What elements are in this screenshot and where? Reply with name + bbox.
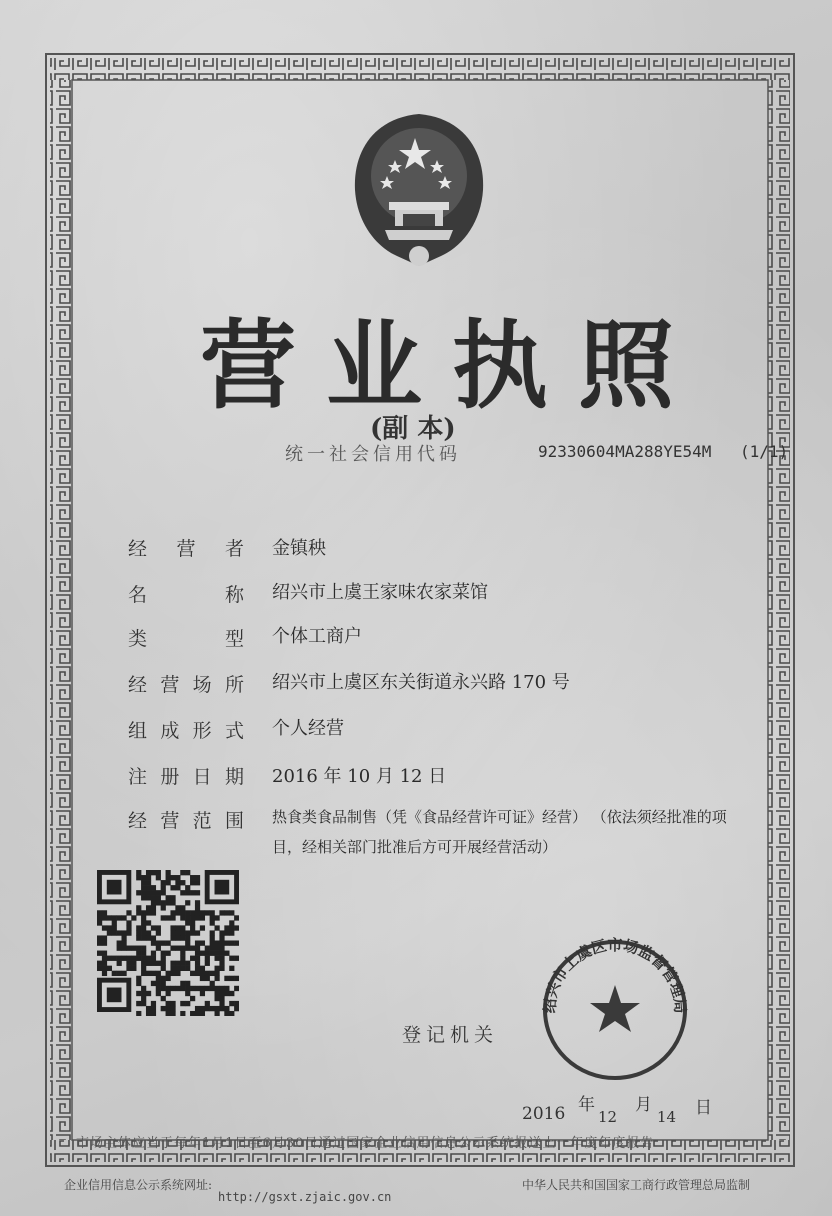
premises-value: 绍兴市上虞区东关街道永兴路 170 号 [272, 672, 570, 693]
type-label: 类型 [128, 628, 244, 650]
document-title: 营业执照 [200, 309, 704, 422]
page-indicator: (1/1) [740, 442, 789, 461]
operator-value: 金镇秧 [272, 538, 326, 559]
business-scope-label: 经营范围 [128, 810, 244, 832]
annual-report-notice: 市场主体应当于每年1月1日至6月30日通过国家企业信用信息公示系统报送上一年度年度报告 [76, 1136, 655, 1151]
footer-website-label: 企业信用信息公示系统网址: [64, 1178, 213, 1192]
registration-date-label: 注册日期 [128, 766, 244, 788]
national-emblem-icon [345, 110, 493, 272]
issue-day: 14 [657, 1108, 677, 1126]
name-value: 绍兴市上虞王家味农家菜馆 [272, 582, 488, 603]
document-subtitle: (副 本) [370, 414, 456, 444]
issue-year: 2016 [522, 1104, 566, 1124]
qr-code-icon [97, 870, 239, 1016]
issue-month: 12 [598, 1108, 618, 1126]
composition-value: 个人经营 [272, 718, 344, 739]
official-seal-icon [530, 925, 700, 1085]
type-value: 个体工商户 [272, 626, 362, 647]
business-scope-value: 热食类食品制售（凭《食品经营许可证》经营） （依法须经批准的项目，经相关部门批准后方可开展经营活动） [272, 808, 727, 856]
operator-label: 经营者 [128, 538, 244, 560]
composition-label: 组成形式 [128, 720, 244, 742]
footer-website-url[interactable]: http://gsxt.zjaic.gov.cn [218, 1190, 392, 1204]
issue-day-unit: 日 [695, 1098, 712, 1118]
name-label: 名称 [128, 584, 244, 606]
registration-date-value: 2016 年 10 月 12 日 [272, 766, 447, 787]
registration-authority-label: 登记机关 [402, 1024, 499, 1046]
footer-supervisor-label: 中华人民共和国国家工商行政管理总局监制 [522, 1178, 751, 1192]
seal-text: 绍兴市上虞区市场监督管理局 [540, 936, 690, 1014]
premises-label: 经营场所 [128, 674, 244, 696]
credit-code-value: 92330604MA288YE54M [538, 442, 712, 461]
issue-month-unit: 月 [635, 1095, 652, 1115]
issue-year-unit: 年 [578, 1095, 595, 1115]
credit-code-label: 统一社会信用代码 [285, 444, 461, 465]
